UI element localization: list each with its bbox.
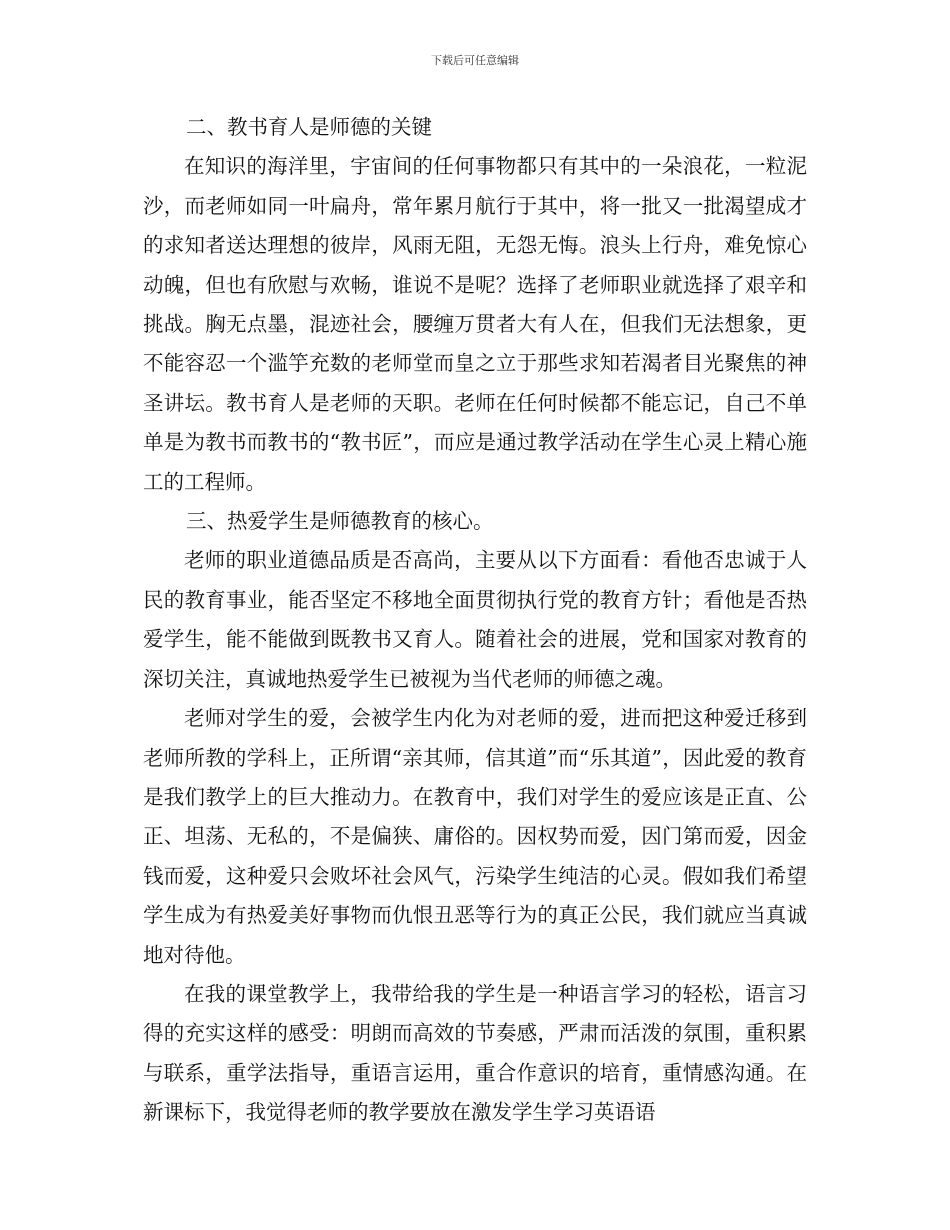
paragraph-1: 在知识的海洋里，宇宙间的任何事物都只有其中的一朵浪花，一粒泥沙，而老师如同一叶扁舟，常年累月航行于其中，将一批又一批渴望成才的求知者送达理想的彼岸，风雨无阻，无怨无悔。浪头上行舟，难免惊心动魄，但也有欣慰与欢畅，谁说不是呢？选择了老师职业就选择了艰辛和挑战。胸无点墨，混迹社会，腰缠万贯者大有人在，但我们无法想象，更不能容忍一个滥竽充数的老师堂而皇之立于那些求知若渴者目光聚焦的神圣讲坛。教书育人是老师的天职。老师在任何时候都不能忘记，自己不单单是为教书而教书的“教书匠”，而应是通过教学活动在学生心灵上精心施工的工程师。 (143, 154, 807, 494)
document-body (143, 108, 807, 1133)
page-header: 下载后可任意编辑 (431, 54, 519, 67)
section-heading-3: 三、热爱学生是师德教育的核心。 (186, 509, 494, 534)
section-heading-2: 二、教书育人是师德的关键 (186, 115, 433, 139)
paragraph-3: 老师对学生的爱，会被学生内化为对老师的爱，进而把这种爱迁移到老师所教的学科上，正所谓“亲其师，信其道”而“乐其道”，因此爱的教育是我们教学上的巨大推动力。在教育中，我们对学生的爱应该是正直、公正、坦荡、无私的，不是偏狭、庸俗的。因权势而爱，因门第而爱，因金钱而爱，这种爱只会败坏社会风气，污染学生纯洁的心灵。假如我们希望学生成为有热爱美好事物而仇恨丑恶等行为的真正公民，我们就应当真诚地对待他。 (143, 706, 807, 967)
paragraph-2: 老师的职业道德品质是否高尚，主要从以下方面看：看他否忠诚于人民的教育事业，能否坚定不移地全面贯彻执行党的教育方针；看他是否热爱学生，能不能做到既教书又育人。随着社会的进展，党和国家对教育的深切关注，真诚地热爱学生已被视为当代老师的师德之魂。 (143, 548, 807, 691)
paragraph-4: 在我的课堂教学上，我带给我的学生是一种语言学习的轻松，语言习得的充实这样的感受：明朗而高效的节奏感，严肃而活泼的氛围，重积累与联系，重学法指导，重语言运用，重合作意识的培育，重情感沟通。在新课标下，我觉得老师的教学要放在激发学生学习英语语 (143, 981, 807, 1125)
